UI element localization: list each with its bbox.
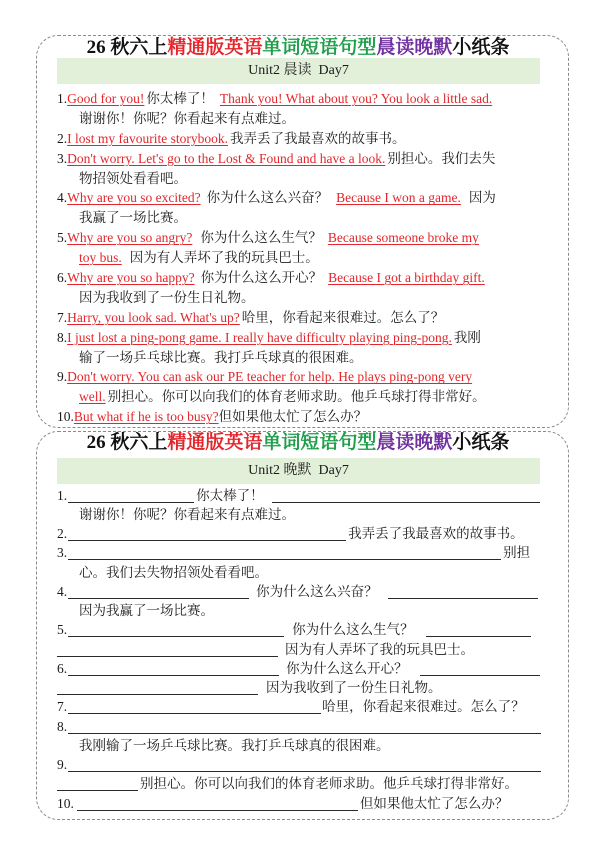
title-suffix: 小纸条 [452, 432, 510, 453]
item-number: 4. [57, 190, 68, 206]
item-number: 5. [57, 230, 68, 246]
item-line [57, 407, 565, 427]
item-number: 6. [57, 270, 68, 286]
answer-blank [68, 587, 249, 599]
chinese-translation: 因为 [468, 190, 496, 206]
answer-blank [68, 548, 501, 560]
answer-blank [68, 722, 541, 734]
item-line-continued [57, 736, 565, 755]
english-sentence: Good for you! [67, 91, 145, 106]
chinese-translation: 你为什么这么兴奋？ [206, 190, 329, 206]
item-line [57, 268, 565, 288]
answer-blank [420, 664, 540, 676]
chinese-translation: 谢谢你！你呢？你看起来有点难过。 [79, 110, 295, 126]
title-edition: 精通版英语 [167, 37, 263, 58]
chinese-translation: 输了一场乒乓球比赛。我打乒乓球真的很困难。 [79, 349, 363, 365]
chinese-translation: 物招领处看看吧。 [79, 170, 187, 186]
chinese-translation: 我刚 [453, 329, 481, 345]
english-sentence: Why are you so happy? [67, 270, 195, 286]
english-sentence: Because someone broke my [327, 230, 479, 246]
item-line [57, 188, 565, 208]
title-practice-type: 晨读晚默 [376, 37, 453, 58]
title-content-type: 单词短语句型 [262, 432, 377, 453]
item-line-continued [57, 387, 565, 407]
english-sentence: Why are you so excited? [67, 190, 201, 206]
chinese-translation: 我弄丢了我最喜欢的故事书。 [229, 130, 406, 146]
chinese-prompt: 你为什么这么兴奋？ [256, 583, 378, 599]
title-suffix: 小纸条 [452, 37, 510, 58]
title-edition: 精通版英语 [167, 432, 263, 453]
item-line [57, 543, 565, 562]
chinese-prompt: 谢谢你！你呢？你看起来有点难过。 [79, 506, 295, 522]
title-grade-term: 26 秋六上 [86, 432, 168, 453]
english-sentence: toy bus. [79, 250, 122, 266]
chinese-prompt: 你太棒了！ [196, 487, 264, 503]
item-number: 9. [57, 369, 68, 385]
item-line-continued [57, 248, 565, 268]
item-line [57, 794, 565, 813]
chinese-prompt: 我刚输了一场乒乓球比赛。我打乒乓球真的很困难。 [79, 737, 390, 753]
english-sentence: Don't worry. Let's go to the Lost & Found and have a look. [67, 150, 386, 166]
item-line-continued [57, 169, 565, 189]
english-sentence: Don't worry. You can ask our PE teacher for help. He plays ping-pong very [67, 369, 473, 385]
english-sentence: Because I got a birthday gift. [328, 270, 485, 286]
chinese-translation: 别担心。你可以向我们的体育老师求助。他乒乓球打得非常好。 [107, 389, 486, 405]
item-line-continued [57, 109, 565, 129]
chinese-translation: 因为有人弄坏了我的玩具巴士。 [129, 250, 319, 266]
evening-item-list [57, 486, 565, 813]
item-line [57, 89, 565, 109]
item-line [57, 524, 565, 543]
item-number: 2. [57, 130, 68, 146]
answer-blank [68, 664, 279, 676]
english-sentence: Why are you so angry? [67, 230, 193, 246]
item-number: 3. [57, 150, 68, 166]
item-number: 9. [57, 757, 68, 772]
item-line [57, 228, 565, 248]
chinese-prompt: 因为有人弄坏了我的玩具巴士。 [285, 641, 474, 657]
item-number: 3. [57, 545, 68, 561]
chinese-prompt: 你为什么这么生气？ [292, 622, 414, 638]
item-line-continued [57, 640, 565, 659]
chinese-prompt: 心。我们去失物招领处看看吧。 [79, 564, 268, 580]
english-sentence: I just lost a ping-pong game. I really have difficulty playing ping-pong. [67, 329, 452, 345]
item-line-continued [57, 563, 565, 582]
unit-day-header: Unit2 晚默 Day7 [57, 458, 540, 484]
item-line [57, 755, 565, 774]
item-line [57, 367, 565, 387]
chinese-translation: 你为什么这么开心？ [200, 270, 323, 286]
english-sentence: I lost my favourite storybook. [67, 130, 228, 146]
chinese-translation: 因为我收到了一份生日礼物。 [79, 289, 255, 305]
item-number: 8. [57, 718, 68, 734]
english-sentence: Because I won a game. [336, 190, 461, 206]
answer-blank [68, 529, 346, 541]
answer-blank [57, 683, 258, 695]
item-line [57, 697, 565, 716]
item-number: 10. [57, 795, 74, 811]
title-content-type: 单词短语句型 [262, 37, 377, 58]
item-line-continued [57, 678, 565, 697]
chinese-translation: 哈里，你看起来很难过。怎么了？ [241, 309, 445, 325]
item-number: 2. [57, 526, 68, 541]
item-line-continued [57, 288, 565, 308]
chinese-translation: 别担心。我们去失 [387, 150, 496, 166]
chinese-prompt: 别担 [503, 545, 531, 561]
answer-blank [77, 799, 358, 811]
answer-blank [272, 491, 540, 503]
english-sentence: well. [79, 389, 106, 405]
title-grade-term: 26 秋六上 [86, 37, 168, 58]
chinese-translation: 我赢了一场比赛。 [79, 210, 187, 226]
chinese-prompt: 我弄丢了我最喜欢的故事书。 [348, 526, 524, 541]
answer-blank [68, 625, 284, 637]
item-number: 1. [57, 487, 68, 503]
item-number: 1. [57, 91, 68, 106]
chinese-prompt: 你为什么这么开心？ [286, 660, 408, 676]
answer-blank [426, 625, 531, 637]
item-line [57, 308, 565, 328]
chinese-translation: 你太棒了！ [146, 91, 214, 106]
item-number: 6. [57, 660, 68, 676]
sheet-title [0, 432, 596, 454]
item-line-continued [57, 601, 565, 620]
item-number: 7. [57, 309, 68, 325]
english-sentence: Harry, you look sad. What's up? [67, 309, 240, 325]
morning-item-list [57, 89, 565, 427]
sheet-title [0, 37, 596, 59]
chinese-translation: 你为什么这么生气？ [200, 230, 322, 246]
item-line-continued [57, 348, 565, 368]
chinese-prompt: 但如果他太忙了怎么办？ [359, 795, 509, 811]
answer-blank [68, 702, 321, 714]
unit-day-header: Unit2 晨读 Day7 [57, 58, 540, 84]
title-practice-type: 晨读晚默 [376, 432, 453, 453]
chinese-prompt: 哈里，你看起来很难过。怎么了？ [322, 699, 525, 715]
english-sentence: But what if he is too busy? [73, 409, 219, 425]
chinese-prompt: 别担心。你可以向我们的体育老师求助。他乒乓球打得非常好。 [140, 776, 518, 792]
english-sentence: Thank you! What about you? You look a little sad. [219, 91, 493, 106]
item-line-continued [57, 505, 565, 524]
item-line [57, 328, 565, 348]
item-line [57, 149, 565, 169]
item-line [57, 659, 565, 678]
item-number: 7. [57, 699, 68, 715]
chinese-prompt: 因为我赢了一场比赛。 [79, 603, 214, 618]
item-number: 8. [57, 329, 68, 345]
item-line [57, 620, 565, 639]
item-line-continued [57, 774, 565, 793]
answer-blank [57, 779, 138, 791]
answer-blank [68, 491, 194, 503]
item-number: 4. [57, 583, 68, 599]
chinese-prompt: 因为我收到了一份生日礼物。 [266, 680, 442, 695]
item-line [57, 129, 565, 149]
item-line [57, 486, 565, 505]
item-number: 5. [57, 622, 68, 638]
item-line [57, 717, 565, 736]
item-line [57, 582, 565, 601]
answer-blank [388, 587, 538, 599]
item-line-continued [57, 208, 565, 228]
item-number: 10. [57, 409, 74, 425]
answer-blank [57, 645, 278, 657]
chinese-translation: 但如果他太忙了怎么办？ [218, 409, 368, 425]
answer-blank [68, 760, 541, 772]
